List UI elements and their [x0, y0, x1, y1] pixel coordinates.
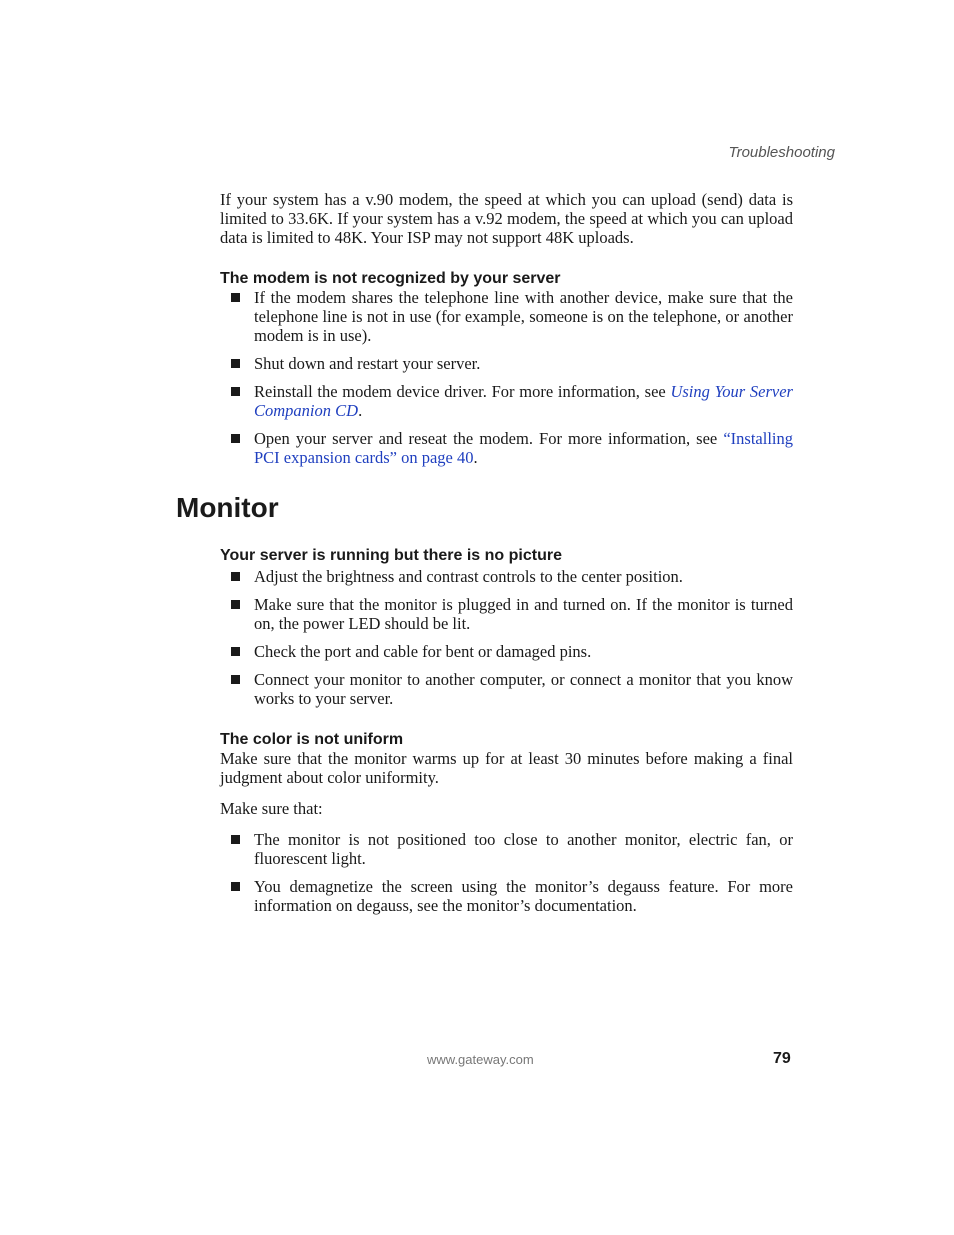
list-item: You demagnetize the screen using the monitor’s degauss feature. For more information on degauss, see the monitor’s documentation. [220, 877, 793, 915]
list-item: Check the port and cable for bent or damaged pins. [220, 642, 793, 661]
monitor-content [220, 546, 793, 924]
monitor-title: Monitor [176, 492, 279, 523]
list-item: Shut down and restart your server. [220, 354, 793, 373]
modem-heading: The modem is not recognized by your server [220, 270, 561, 287]
list-item: Reinstall the modem device driver. For more information, see Using Your Server Companion CD. [220, 382, 793, 420]
list-item: Open your server and reseat the modem. For more information, see “Installing PCI expansion cards” on page 40. [220, 429, 793, 467]
bullet-square-icon [231, 572, 240, 581]
intro-paragraph: If your system has a v.90 modem, the speed at which you can upload (send) data is limited to 33.6K. If your system has a v.92 modem, the speed at which you can upload data is limited to 48K. Your ISP may not support 48K uploads. [220, 190, 793, 247]
list-item: Make sure that the monitor is plugged in and turned on. If the monitor is turned on, the power LED should be lit. [220, 595, 793, 633]
companion-cd-link[interactable]: Using Your Server Companion CD [254, 382, 793, 420]
page-content [220, 190, 793, 476]
color-paragraph-2: Make sure that: [220, 799, 323, 818]
bullet-square-icon [231, 647, 240, 656]
no-picture-heading: Your server is running but there is no picture [220, 547, 562, 564]
no-picture-bullet-list [220, 567, 793, 708]
color-bullet-list [220, 830, 793, 915]
footer-url: www.gateway.com [427, 1052, 534, 1067]
list-item: Adjust the brightness and contrast controls to the center position. [220, 567, 793, 586]
bullet-square-icon [231, 600, 240, 609]
list-item: The monitor is not positioned too close to another monitor, electric fan, or fluorescent light. [220, 830, 793, 868]
bullet-square-icon [231, 882, 240, 891]
modem-bullet-list [220, 288, 793, 467]
bullet-square-icon [231, 293, 240, 302]
page-number: 79 [773, 1050, 791, 1067]
color-paragraph-1: Make sure that the monitor warms up for at least 30 minutes before making a final judgment about color uniformity. [220, 749, 793, 787]
color-heading: The color is not uniform [220, 731, 404, 748]
bullet-square-icon [231, 387, 240, 396]
pci-expansion-link[interactable]: “Installing PCI expansion cards” on page 40 [254, 429, 793, 467]
bullet-square-icon [231, 675, 240, 684]
list-item: If the modem shares the telephone line with another device, make sure that the telephone line is not in use (for example, someone is on the telephone, or another modem is in use). [220, 288, 793, 345]
bullet-square-icon [231, 359, 240, 368]
bullet-square-icon [231, 835, 240, 844]
list-item: Connect your monitor to another computer, or connect a monitor that you know works to your server. [220, 670, 793, 708]
bullet-square-icon [231, 434, 240, 443]
running-head: Troubleshooting [728, 144, 835, 161]
